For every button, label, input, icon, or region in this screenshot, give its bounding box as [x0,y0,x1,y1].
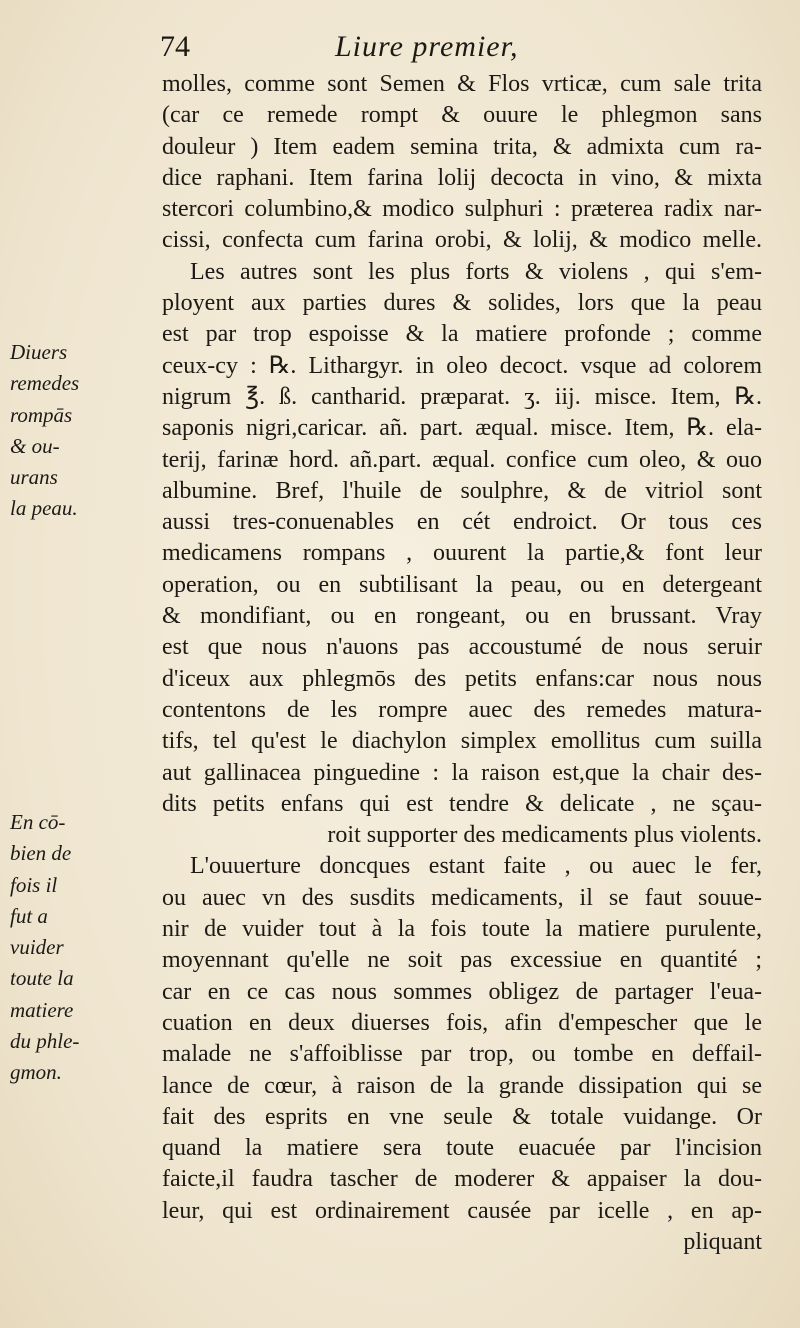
margin-note-line: remedes [10,371,80,396]
margin-note-line: & ou- [10,433,60,458]
margin-note-line: En cō- [10,810,66,834]
text-line: cuation en deux diuerses fois, afin d'empescher que le [162,1009,762,1036]
text-line: car en ce cas nous sommes obligez de partager l'eua- [162,978,762,1005]
margin-note-evacuation [10,807,160,1089]
text-line: contentons de les rompre auec des remedes matura- [162,696,762,723]
text-line: terij, farinæ hord. añ.part. æqual. confice cum oleo, & ouo [162,446,762,473]
page-header [160,30,760,66]
text-line: est que nous n'auons pas accoustumé de nous seruir [162,634,762,661]
margin-note-line: bien de [10,841,72,866]
text-line: roit supporter des medicaments plus violents. [327,822,762,849]
text-line: medicamens rompans , ouurent la partie,& font leur [162,540,762,567]
text-line: douleur ) Item eadem semina trita, & admixta cum ra- [162,133,762,160]
text-line: tifs, tel qu'est le diachylon simplex emollitus cum suilla [162,728,762,755]
text-line: (car ce remede rompt & ouure le phlegmon sans [162,102,762,129]
text-line: dice raphani. Item farina lolij decocta in vino, & mixta [162,164,762,191]
body-text [162,69,762,1258]
text-line: fait des esprits en vne seule & totale vuidange. Or [162,1103,762,1130]
text-line: nir de vuider tout à la fois toute la matiere purulente, [162,916,762,943]
text-line: albumine. Bref, l'huile de soulphre, & de vitriol sont [162,477,762,504]
margin-note-line: toute la [10,966,74,991]
text-line: d'iceux aux phlegmōs des petits enfans:car nous nous [162,665,762,692]
running-title: Liure premier, [335,30,519,63]
margin-note-line: gmon. [10,1060,62,1085]
text-line: cissi, confecta cum farina orobi, & lolij, & modico melle. [162,227,762,254]
text-line: pliquant [683,1228,762,1255]
text-line: aussi tres-conuenables en cét endroict. Or tous ces [162,509,762,536]
text-line: faicte,il faudra tascher de moderer & appaiser la dou- [162,1166,762,1193]
text-line: quand la matiere sera toute euacuée par l'incision [162,1135,762,1162]
text-line: nigrum ℥. ß. cantharid. præparat. ʒ. iij. misce. Item, ℞. [162,383,762,410]
text-line: molles, comme sont Semen & Flos vrticæ, cum sale trita [162,71,762,97]
text-line: & mondifiant, ou en rongeant, ou en brussant. Vray [162,603,762,630]
margin-note-line: fois il [10,872,58,897]
text-line: dits petits enfans qui est tendre & delicate , ne sçau- [162,790,762,817]
page-number: 74 [160,30,190,63]
text-line: lance de cœur, à raison de la grande dissipation qui se [162,1072,762,1099]
margin-note-line: fut a [10,903,48,928]
text-line: malade ne s'affoiblisse par trop, ou tombe en deffail- [162,1041,762,1068]
text-line: L'ouuerture doncques estant faite , ou auec le fer, [190,853,762,880]
margin-note-line: du phle- [10,1029,80,1054]
text-line: Les autres sont les plus forts & violens , qui s'em- [190,258,762,285]
text-line: leur, qui est ordinairement causée par icelle , en ap- [162,1197,762,1224]
text-line: moyennant qu'elle ne soit pas excessiue en quantité ; [162,947,762,974]
text-line: est par trop espoisse & la matiere profonde ; comme [162,321,762,348]
text-line: ployent aux parties dures & solides, lors que la peau [162,290,762,317]
margin-note-line: la peau. [10,496,78,521]
text-line: saponis nigri,caricar. añ. part. æqual. misce. Item, ℞. ela- [162,415,762,442]
margin-note-line: matiere [10,997,74,1022]
margin-note-remedies [10,337,160,525]
text-line: ceux-cy : ℞. Lithargyr. in oleo decoct. vsque ad colorem [162,352,762,379]
margin-note-line: rompās [10,402,73,427]
text-line: ou auec vn des susdits medicaments, il se faut souue- [162,884,762,911]
text-line: aut gallinacea pinguedine : la raison est,que la chair des- [162,759,762,786]
margin-note-line: urans [10,465,58,490]
margin-note-line: Diuers [10,340,68,364]
text-line: stercori columbino,& modico sulphuri : præterea radix nar- [162,196,762,223]
margin-note-line: vuider [10,935,64,960]
text-line: operation, ou en subtilisant la peau, ou en detergeant [162,571,762,598]
